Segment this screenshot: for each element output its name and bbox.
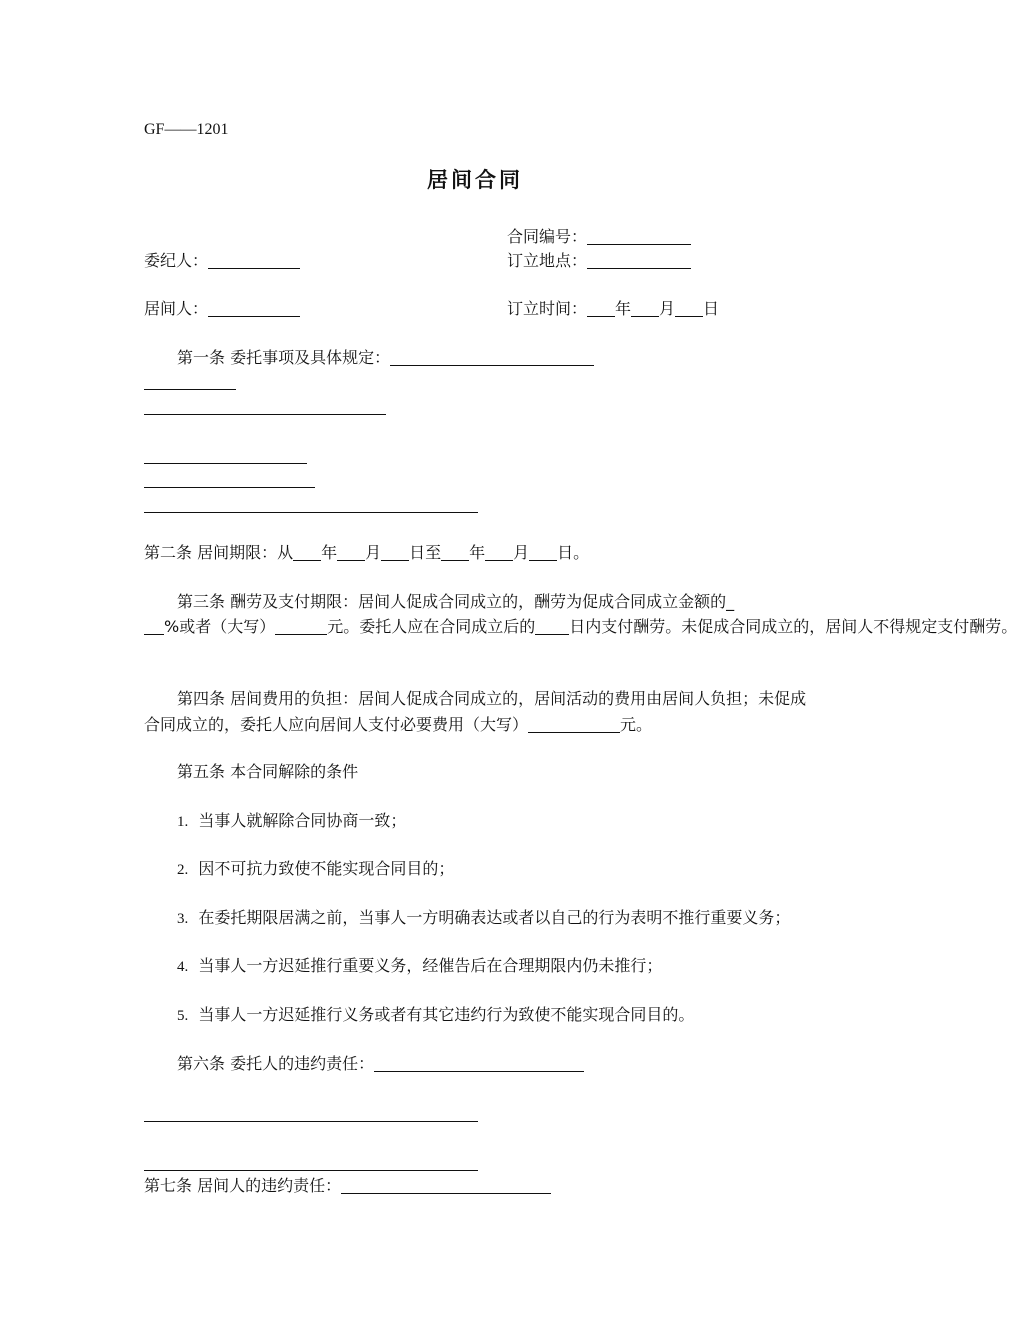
article-6 [177, 1054, 584, 1074]
sign-place-blank[interactable] [587, 252, 691, 269]
termination-item [177, 956, 662, 977]
article-7 [144, 1176, 551, 1196]
term-start-day-blank[interactable] [381, 544, 409, 561]
article-3-payment-text: 元。委托人应在合同成立后的 [327, 617, 536, 636]
article-1-fill-line[interactable] [144, 389, 236, 390]
termination-item [177, 859, 454, 880]
article-2-prefix: 第二条 居间期限：从 [144, 543, 294, 562]
broker-liability-blank[interactable] [341, 1177, 551, 1194]
item-text: 因不可抗力致使不能实现合同目的； [198, 859, 455, 878]
article-1-blank[interactable] [390, 349, 594, 366]
term-end-day-blank[interactable] [529, 544, 557, 561]
client-liability-blank[interactable] [374, 1055, 584, 1072]
item-text: 当事人一方迟延推行重要义务，经催告后在合理期限内仍未推行； [198, 956, 663, 975]
document-code: GF——1201 [144, 121, 229, 138]
article-6-fill-line[interactable] [144, 1170, 478, 1171]
termination-item [177, 908, 790, 929]
contract-number-label: 合同编号： [507, 227, 588, 246]
month-label: 月 [513, 543, 530, 562]
month-label: 月 [659, 299, 676, 318]
article-4 [144, 686, 814, 738]
day-label: 日 [703, 299, 720, 318]
article-3-line-1: 第三条 酬劳及支付期限：居间人促成合同成立的，酬劳为促成合同成立金额的_ [177, 592, 735, 611]
article-3-days-text: 日内支付酬劳。未促成合同成立的，居间人不得规定支付酬劳。 [569, 617, 1017, 636]
item-number: 5. [177, 1008, 189, 1024]
term-start-year-blank[interactable] [293, 544, 321, 561]
item-text: 当事人就解除合同协商一致； [198, 811, 407, 830]
item-number: 1. [177, 814, 189, 830]
expense-amount-blank[interactable] [528, 716, 620, 733]
sign-day-blank[interactable] [675, 300, 703, 317]
article-3-percent-text: %或者（大写） [164, 617, 276, 636]
contract-number-blank[interactable] [587, 228, 691, 245]
contract-number-field [507, 227, 691, 247]
article-1-fill-line[interactable] [144, 414, 386, 415]
item-number: 3. [177, 911, 189, 927]
year-label: 年 [321, 543, 338, 562]
client-label: 委纪人： [144, 251, 209, 270]
article-1-fill-line[interactable] [144, 487, 315, 488]
item-text: 在委托期限居满之前，当事人一方明确表达或者以自己的行为表明不推行重要义务； [198, 908, 791, 927]
article-1-text: 第一条 委托事项及具体规定： [177, 348, 391, 367]
article-3-line-2 [144, 617, 1017, 637]
broker-label: 居间人： [144, 299, 209, 318]
month-label: 月 [365, 543, 382, 562]
article-1 [177, 348, 594, 368]
termination-item [177, 1005, 694, 1026]
article-2-end-text: 日。 [557, 543, 590, 562]
contract-title: 居间合同 [427, 168, 523, 192]
term-end-year-blank[interactable] [441, 544, 469, 561]
article-7-text: 第七条 居间人的违约责任： [144, 1176, 342, 1195]
article-1-fill-line[interactable] [144, 512, 478, 513]
sign-time-field [507, 299, 719, 319]
article-4-unit: 元。 [620, 715, 653, 734]
sign-time-label: 订立时间： [507, 299, 588, 318]
commission-percent-blank[interactable] [144, 618, 164, 635]
sign-place-label: 订立地点： [507, 251, 588, 270]
item-number: 4. [177, 959, 189, 975]
article-6-text: 第六条 委托人的违约责任： [177, 1054, 375, 1073]
sign-month-blank[interactable] [631, 300, 659, 317]
term-end-month-blank[interactable] [485, 544, 513, 561]
article-1-fill-line[interactable] [144, 463, 307, 464]
client-blank[interactable] [208, 252, 300, 269]
article-5-heading: 第五条 本合同解除的条件 [177, 762, 359, 781]
payment-days-blank[interactable] [535, 618, 569, 635]
article-6-fill-line[interactable] [144, 1121, 478, 1122]
term-start-month-blank[interactable] [337, 544, 365, 561]
article-2-from-text: 日至 [409, 543, 442, 562]
client-field [144, 251, 300, 271]
broker-field [144, 299, 300, 319]
sign-place-field [507, 251, 691, 271]
article-2 [144, 543, 589, 563]
year-label: 年 [615, 299, 632, 318]
year-label: 年 [469, 543, 486, 562]
broker-blank[interactable] [208, 300, 300, 317]
item-number: 2. [177, 862, 189, 878]
termination-item [177, 811, 406, 832]
commission-amount-blank[interactable] [275, 618, 327, 635]
sign-year-blank[interactable] [587, 300, 615, 317]
item-text: 当事人一方迟延推行义务或者有其它违约行为致使不能实现合同目的。 [198, 1005, 695, 1024]
article-4-text: 第四条 居间费用的负担：居间人促成合同成立的，居间活动的费用由居间人负担；未促成合同成立的，委托人应向居间人支付必要费用（大写） [144, 689, 807, 734]
